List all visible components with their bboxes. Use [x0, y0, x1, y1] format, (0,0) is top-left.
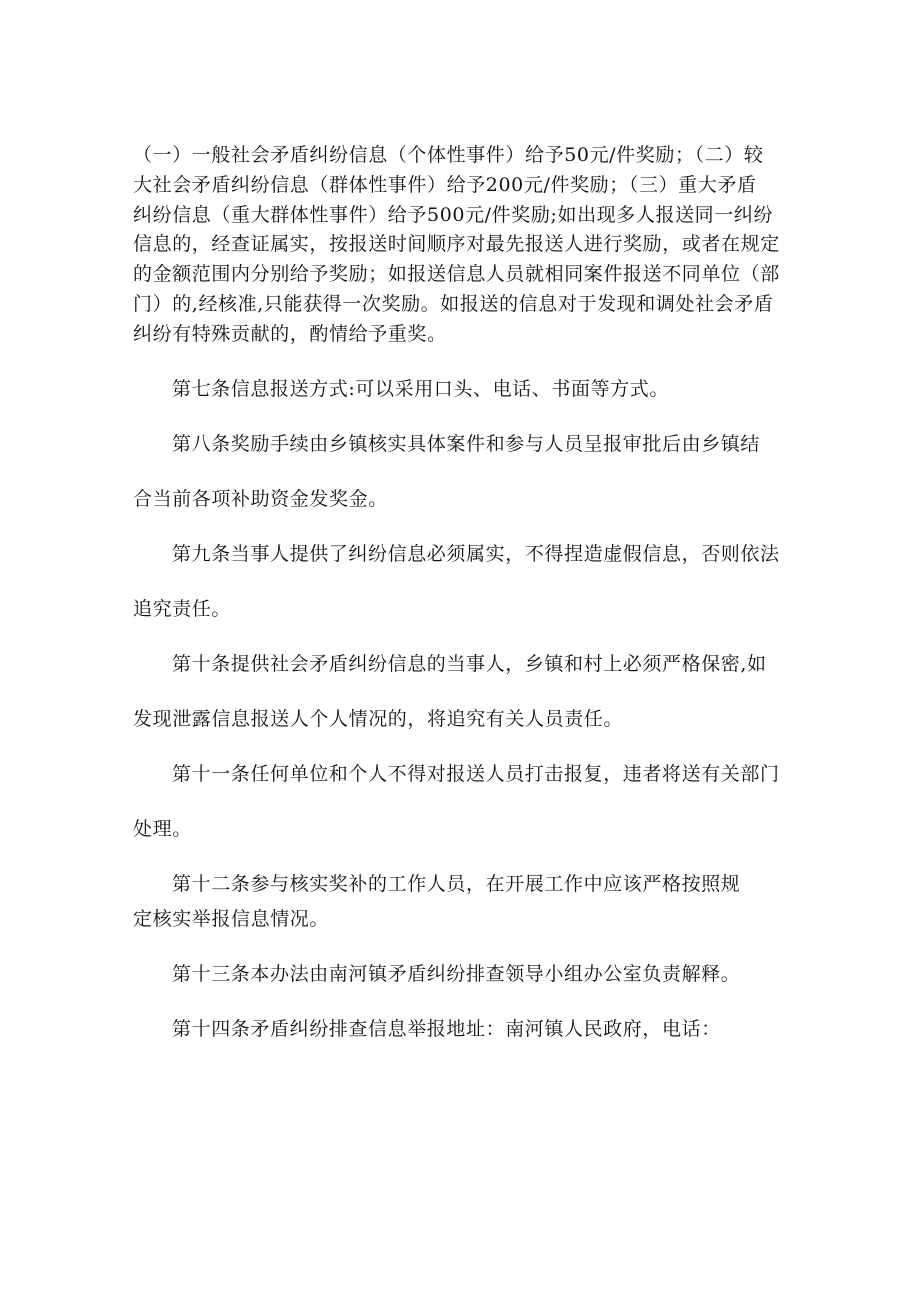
reward-paragraph-line-2: 大社会矛盾纠纷信息（群体性事件）给予200元/件奖励；（三）重大矛盾: [133, 174, 757, 196]
article-11-line-1: 第十一条任何单位和个人不得对报送人员打击报复，违者将送有关部门: [172, 763, 780, 785]
article-9-line-1: 第九条当事人提供了纠纷信息必须属实，不得捏造虚假信息，否则依法: [172, 543, 780, 565]
article-8-line-2: 合当前各项补助资金发奖金。: [133, 488, 388, 510]
article-9-line-2: 追究责任。: [133, 598, 232, 620]
article-13-line-1: 第十三条本办法由南河镇矛盾纠纷排查领导小组办公室负责解释。: [172, 963, 741, 985]
article-10-line-2: 发现泄露信息报送人个人情况的，将追究有关人员责任。: [133, 708, 624, 730]
article-7-line-1: 第七条信息报送方式:可以采用口头、电话、书面等方式。: [172, 378, 670, 400]
reward-paragraph-line-5: 的金额范围内分别给予奖励；如报送信息人员就相同案件报送不同单位（部: [133, 263, 780, 285]
reward-paragraph-line-6: 门）的,经核准,只能获得一次奖励。如报送的信息对于发现和调处社会矛盾: [133, 293, 774, 315]
reward-paragraph-line-3: 纠纷信息（重大群体性事件）给予500元/件奖励;如出现多人报送同一纠纷: [133, 204, 774, 226]
article-12-line-1: 第十二条参与核实奖补的工作人员，在开展工作中应该严格按照规: [172, 873, 741, 895]
reward-paragraph-line-4: 信息的，经查证属实，按报送时间顺序对最先报送人进行奖励，或者在规定: [133, 233, 780, 255]
reward-paragraph-line-7: 纠纷有特殊贡献的，酌情给予重奖。: [133, 323, 447, 345]
article-10-line-1: 第十条提供社会矛盾纠纷信息的当事人，乡镇和村上必须严格保密,如: [172, 653, 767, 675]
article-12-line-2: 定核实举报信息情况。: [133, 908, 330, 930]
article-8-line-1: 第八条奖励手续由乡镇核实具体案件和参与人员呈报审批后由乡镇结: [172, 433, 761, 455]
reward-paragraph-line-1: （一）一般社会矛盾纠纷信息（个体性事件）给予50元/件奖励；（二）较: [133, 144, 764, 166]
article-14-line-1: 第十四条矛盾纠纷排查信息举报地址：南河镇人民政府，电话：: [172, 1018, 721, 1040]
article-11-line-2: 处理。: [133, 818, 192, 840]
